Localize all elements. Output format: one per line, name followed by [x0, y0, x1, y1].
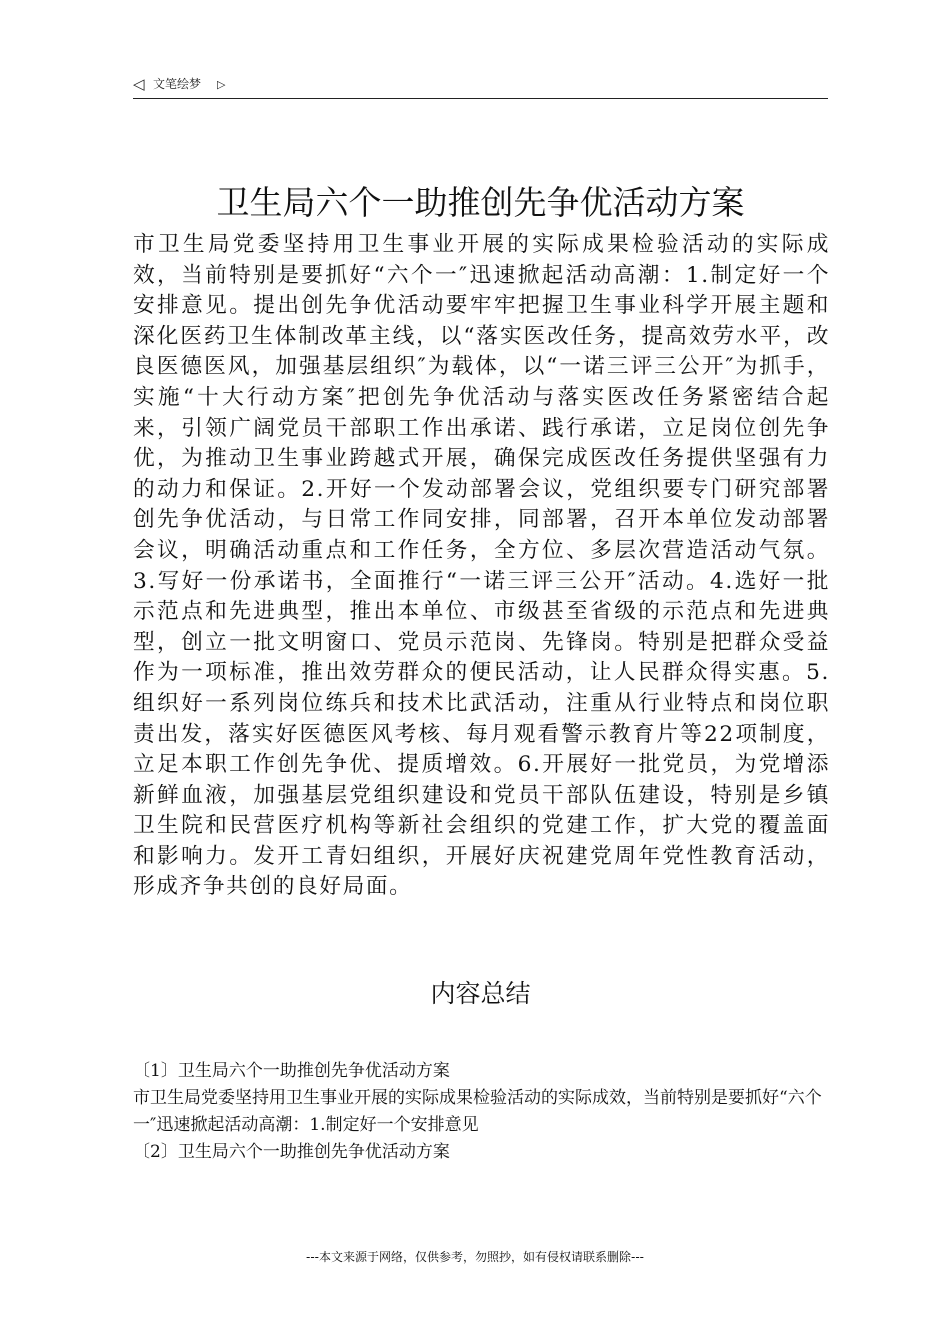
- document-title: 卫生局六个一助推创先争优活动方案: [216, 183, 745, 222]
- summary-item: 〔1〕卫生局六个一助推创先争优活动方案: [133, 1061, 450, 1081]
- page-footer-notice: ---本文来源于网络，仅供参考，勿照抄，如有侵权请联系删除---: [306, 1250, 644, 1264]
- triangle-right-icon: ▷: [217, 78, 226, 91]
- summary-heading: 内容总结: [430, 979, 531, 1008]
- summary-item: 〔2〕卫生局六个一助推创先争优活动方案: [133, 1142, 450, 1162]
- page-header: [133, 74, 828, 99]
- triangle-left-icon: ◁: [133, 75, 145, 93]
- header-brand: 文笔绘梦: [153, 77, 202, 91]
- summary-item: 市卫生局党委坚持用卫生事业开展的实际成果检验活动的实际成效，当前特别是要抓好“六个一″迅速掀起活动高潮：1.制定好一个安排意见: [133, 1088, 822, 1135]
- summary-section: [133, 1058, 830, 1166]
- document-body: 市卫生局党委坚持用卫生事业开展的实际成果检验活动的实际成效，当前特别是要抓好“六个一″迅速掀起活动高潮：1.制定好一个安排意见。提出创先争优活动要牢牢把握卫生事业科学开展主题和深化医药卫生体制改革主线，以“落实医改任务，提高效劳水平，改良医德医风，加强基层组织″为载体，以“一诺三评三公开″为抓手，实施“十大行动方案″把创先争优活动与落实医改任务紧密结合起来，引领广阔党员干部职工作出承诺、践行承诺，立足岗位创先争优，为推动卫生事业跨越式开展，确保完成医改任务提供坚强有力的动力和保证。2.开好一个发动部署会议，党组织要专门研究部署创先争优活动，与日常工作同安排，同部署，召开本单位发动部署会议，明确活动重点和工作任务，全方位、多层次营造活动气氛。3.写好一份承诺书，全面推行“一诺三评三公开″活动。4.选好一批示范点和先进典型，推出本单位、市级甚至省级的示范点和先进典型，创立一批文明窗口、党员示范岗、先锋岗。特别是把群众受益作为一项标准，推出效劳群众的便民活动，让人民群众得实惠。5.组织好一系列岗位练兵和技术比武活动，注重从行业特点和岗位职责出发，落实好医德医风考核、每月观看警示教育片等22项制度，立足本职工作创先争优、提质增效。6.开展好一批党员，为党增添新鲜血液，加强基层党组织建设和党员干部队伍建设，特别是乡镇卫生院和民营医疗机构等新社会组织的党建工作，扩大党的覆盖面和影响力。发开工青妇组织，开展好庆祝建党周年党性教育活动，形成齐争共创的良好局面。: [133, 232, 830, 900]
